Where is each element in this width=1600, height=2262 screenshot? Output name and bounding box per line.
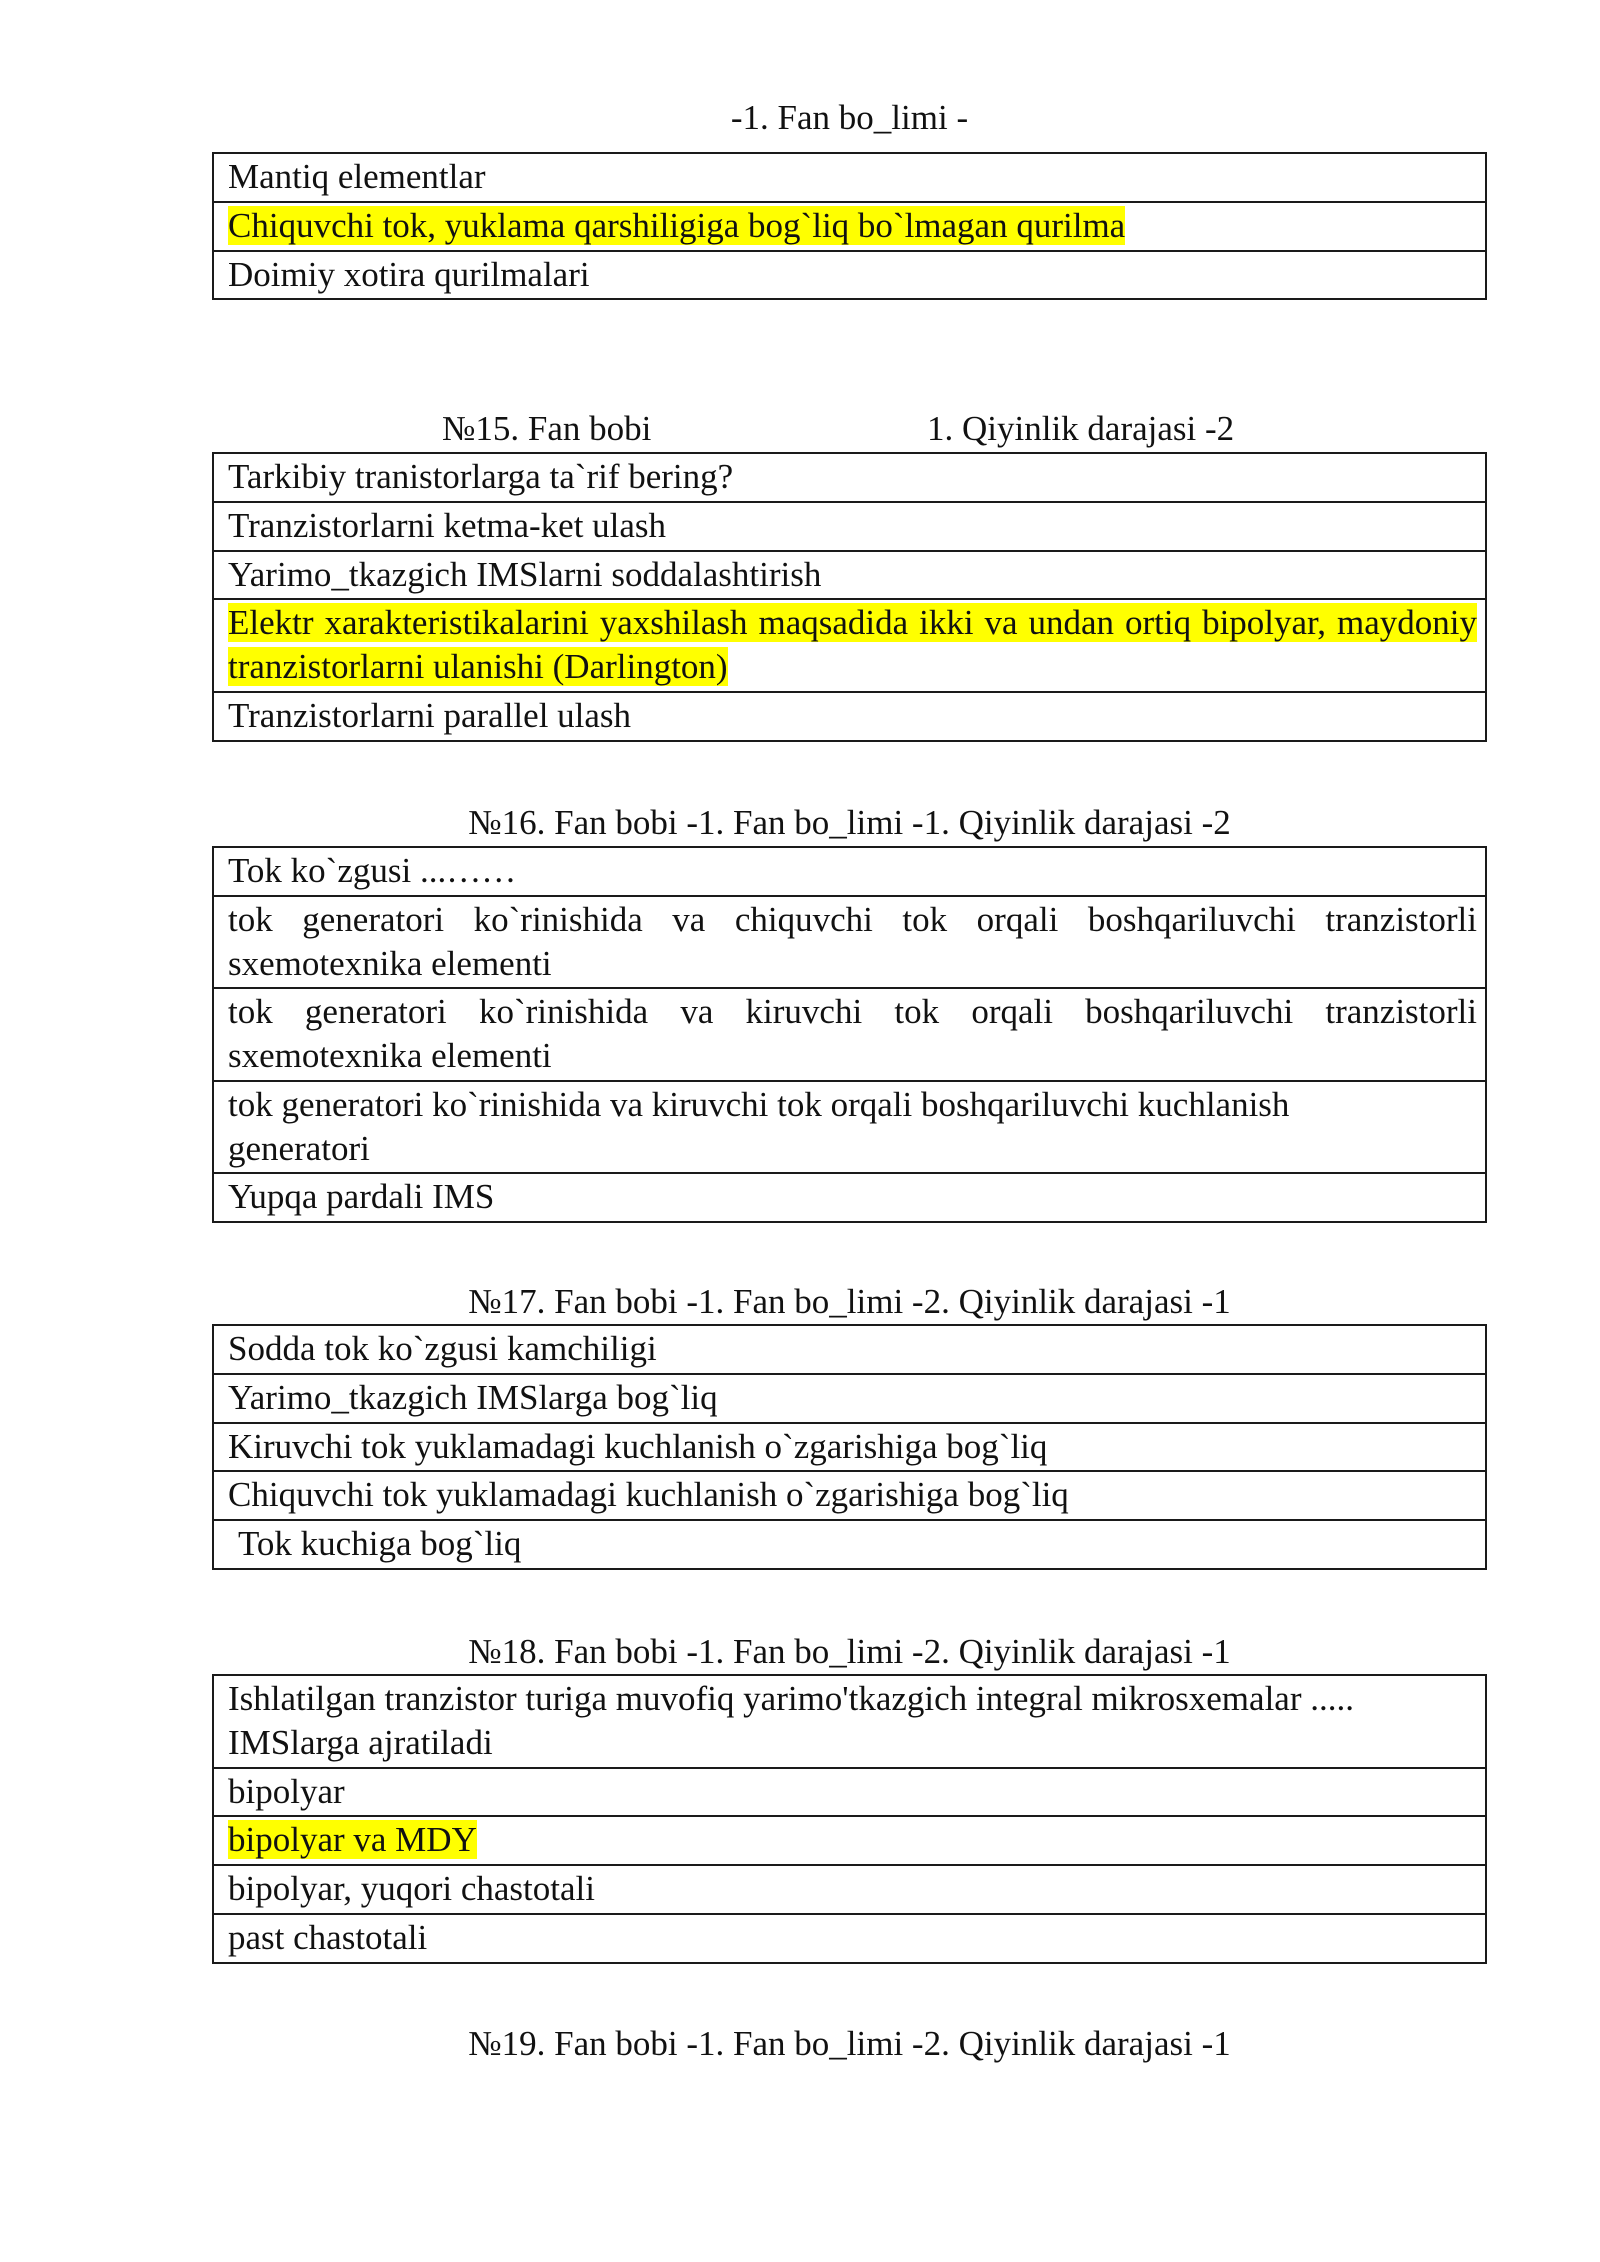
table-row-correct-answer: Chiquvchi tok, yuklama qarshiligiga bog`liq bo`lmagan qurilma xyxy=(214,201,1485,250)
question-table xyxy=(212,1674,1487,1964)
table-row: bipolyar xyxy=(214,1767,1485,1816)
heading-chapter: №15. Fan bobi xyxy=(442,409,652,448)
table-row-correct-answer: bipolyar va MDY xyxy=(214,1815,1485,1864)
table-row-correct-answer: Elektr xarakteristikalarini yaxshilash maqsadida ikki va undan ortiq bipolyar, maydoniy tranzistorlarni ulanishi (Darlington) xyxy=(214,598,1485,691)
table-row: tok generatori ko`rinishida va kiruvchi tok orqali boshqariluvchi tranzistorli sxemotexnika elementi xyxy=(214,987,1485,1080)
question-row: Tarkibiy tranistorlarga ta`rif bering? xyxy=(228,457,734,496)
table-row: Yarimo_tkazgich IMSlarni soddalashtirish xyxy=(214,550,1485,599)
table-row: tok generatori ko`rinishida va kiruvchi tok orqali boshqariluvchi kuchlanish generatori xyxy=(214,1080,1485,1173)
table-row: Kiruvchi tok yuklamadagi kuchlanish o`zgarishiga bog`liq xyxy=(214,1422,1485,1471)
question-table xyxy=(212,452,1487,742)
question-heading: №18. Fan bobi -1. Fan bo_limi -2. Qiyinlik darajasi -1 xyxy=(468,1632,1231,1671)
question-row: Ishlatilgan tranzistor turiga muvofiq yarimo'tkazgich integral mikrosxemalar ..... IMSlarga ajratiladi xyxy=(228,1679,1354,1762)
question-row: Sodda tok ko`zgusi kamchiligi xyxy=(228,1329,657,1368)
table-row: bipolyar, yuqori chastotali xyxy=(214,1864,1485,1913)
table-row: Tranzistorlarni ketma-ket ulash xyxy=(214,501,1485,550)
table-row: Doimiy xotira qurilmalari xyxy=(214,250,1485,299)
question-heading: №17. Fan bobi -1. Fan bo_limi -2. Qiyinlik darajasi -1 xyxy=(468,1282,1231,1321)
table-row: Tok kuchiga bog`liq xyxy=(214,1519,1485,1568)
question-table xyxy=(212,1324,1487,1570)
table-row: Tranzistorlarni parallel ulash xyxy=(214,691,1485,740)
table-row: Yupqa pardali IMS xyxy=(214,1172,1485,1221)
section-heading: -1. Fan bo_limi - xyxy=(730,98,969,137)
heading-difficulty: 1. Qiyinlik darajasi -2 xyxy=(927,409,1235,448)
table-row: Chiquvchi tok yuklamadagi kuchlanish o`zgarishiga bog`liq xyxy=(214,1470,1485,1519)
question-row: Tok ko`zgusi ...…… xyxy=(228,851,517,890)
question-heading: №16. Fan bobi -1. Fan bo_limi -1. Qiyinlik darajasi -2 xyxy=(468,803,1231,842)
table-row: Mantiq elementlar xyxy=(228,157,486,196)
question-table xyxy=(212,152,1487,300)
question-heading: №19. Fan bobi -1. Fan bo_limi -2. Qiyinlik darajasi -1 xyxy=(468,2024,1231,2063)
table-row: Yarimo_tkazgich IMSlarga bog`liq xyxy=(214,1373,1485,1422)
question-table xyxy=(212,846,1487,1223)
table-row: past chastotali xyxy=(214,1913,1485,1962)
table-row: tok generatori ko`rinishida va chiquvchi tok orqali boshqariluvchi tranzistorli sxemotexnika elementi xyxy=(214,895,1485,988)
